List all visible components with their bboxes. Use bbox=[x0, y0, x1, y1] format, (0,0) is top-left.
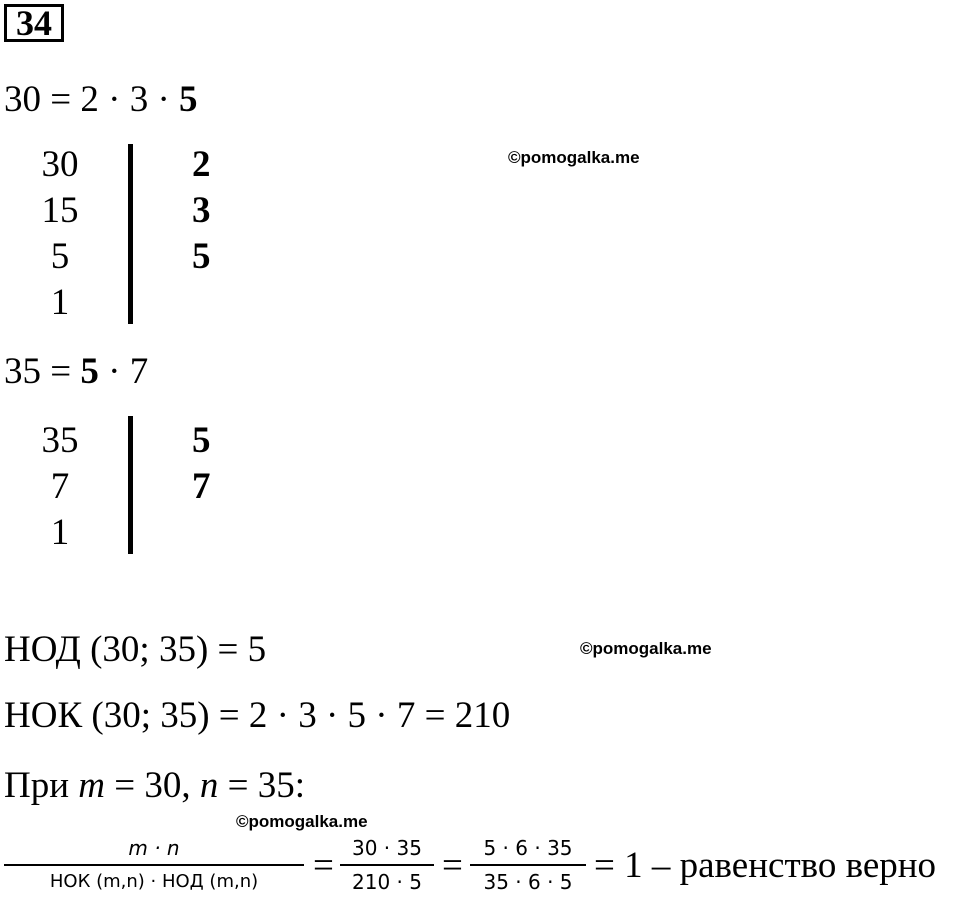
fraction-3-bar bbox=[470, 864, 586, 866]
table1-divider bbox=[128, 144, 133, 324]
factorization-35-rhs: · 7 bbox=[98, 351, 149, 392]
result-text: = 1 – равенство верно bbox=[594, 845, 937, 886]
fraction-1-denominator: НОК (m,n) · НОД (m,n) bbox=[49, 871, 259, 892]
factorization-35 bbox=[4, 352, 148, 392]
table2-left-2: 1 bbox=[50, 512, 70, 553]
table1-right-2: 5 bbox=[192, 236, 211, 277]
factorization-35-bold: 5 bbox=[80, 351, 99, 392]
factorization-30 bbox=[4, 80, 198, 120]
fraction-3-numerator: 5 · 6 · 35 bbox=[483, 836, 573, 860]
fraction-1-bar bbox=[4, 864, 304, 866]
table1-left-2: 5 bbox=[50, 236, 70, 277]
table1-left-3: 1 bbox=[50, 282, 70, 323]
table2-right-0: 5 bbox=[192, 420, 211, 461]
var-m: m bbox=[78, 765, 106, 806]
table2-left-1: 7 bbox=[50, 466, 70, 507]
table1-right-0: 2 bbox=[192, 144, 211, 185]
table1-left-0: 30 bbox=[41, 144, 79, 185]
task-number-box: 34 bbox=[4, 4, 64, 42]
equals-1: = bbox=[313, 845, 334, 886]
fraction-2-numerator: 30 · 35 bbox=[352, 836, 422, 860]
condition-line bbox=[4, 766, 305, 806]
table2-divider bbox=[128, 416, 133, 554]
factorization-30-bold: 5 bbox=[179, 79, 198, 120]
table1-left-1: 15 bbox=[41, 190, 79, 231]
fraction-2-denominator: 210 · 5 bbox=[352, 870, 422, 894]
fraction-1-numerator: m · n bbox=[128, 836, 180, 860]
lcm-line: НОК (30; 35) = 2 · 3 · 5 · 7 = 210 bbox=[4, 695, 511, 736]
table2-left-0: 35 bbox=[41, 420, 79, 461]
table2-right-column bbox=[192, 418, 211, 510]
table2-left-column bbox=[30, 418, 90, 556]
condition-n-eq: = 35: bbox=[218, 765, 306, 806]
watermark: ©pomogalka.me bbox=[580, 639, 712, 658]
factorization-30-text: 30 = 2 · 3 · bbox=[4, 79, 180, 120]
equals-2: = bbox=[442, 845, 463, 886]
condition-prefix: При bbox=[4, 765, 79, 806]
var-n: n bbox=[199, 765, 219, 806]
condition-m-eq: = 30, bbox=[105, 765, 200, 806]
fraction-3-denominator: 35 · 6 · 5 bbox=[483, 870, 573, 894]
table1-left-column bbox=[30, 142, 90, 326]
table2-right-1: 7 bbox=[192, 466, 211, 507]
table1-right-1: 3 bbox=[192, 190, 211, 231]
watermark: ©pomogalka.me bbox=[508, 148, 640, 167]
gcd-line: НОД (30; 35) = 5 bbox=[4, 629, 267, 670]
fraction-1 bbox=[4, 834, 304, 896]
fraction-2 bbox=[340, 834, 434, 896]
fraction-3 bbox=[470, 834, 586, 896]
watermark: ©pomogalka.me bbox=[236, 812, 368, 831]
fraction-2-bar bbox=[340, 864, 434, 866]
factorization-35-lhs: 35 = bbox=[4, 351, 81, 392]
table1-right-column bbox=[192, 142, 211, 280]
